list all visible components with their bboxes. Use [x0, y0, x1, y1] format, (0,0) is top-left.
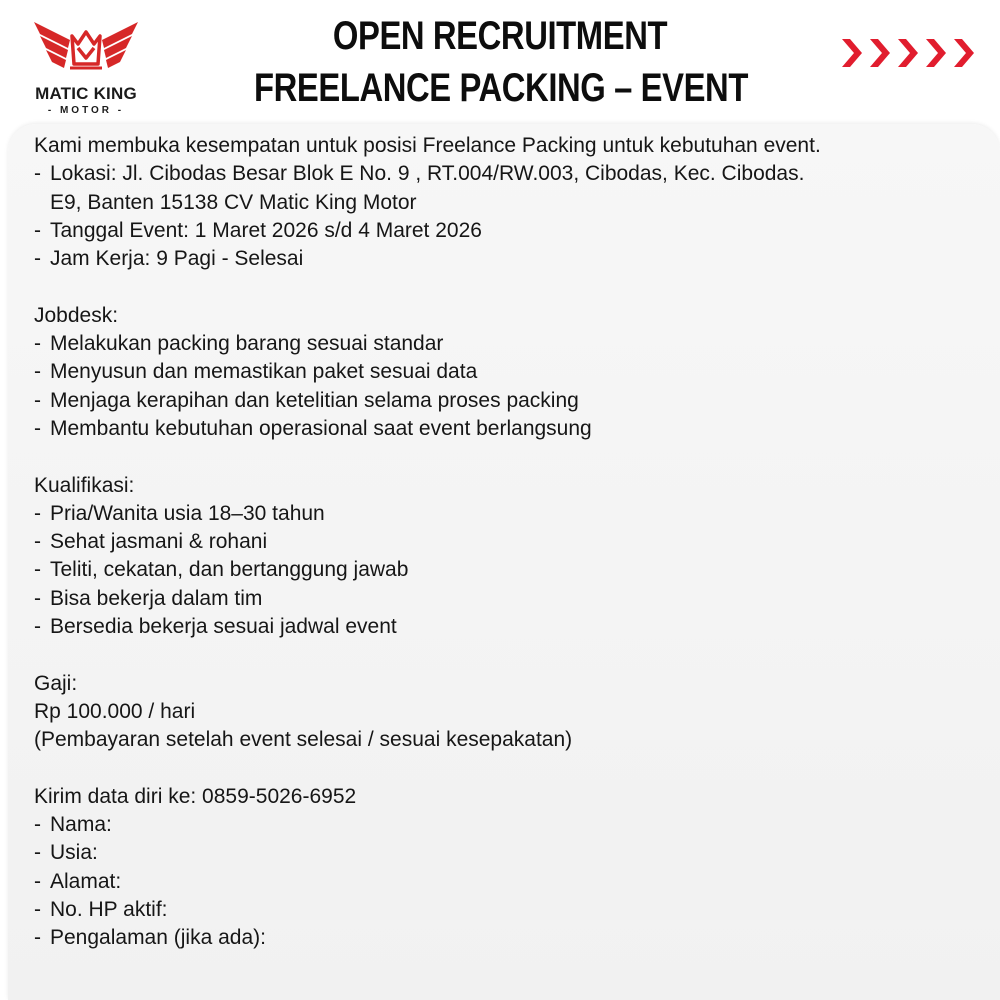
detail-item-tanggal	[34, 217, 964, 245]
kualifikasi-item: - Sehat jasmani & rohani	[34, 528, 964, 556]
jobdesk-item: - Membantu kebutuhan operasional saat event berlangsung	[34, 415, 964, 443]
jobdesk-item: - Menyusun dan memastikan paket sesuai data	[34, 358, 964, 386]
kualifikasi-item: - Teliti, cekatan, dan bertanggung jawab	[34, 556, 964, 584]
gaji-note: (Pembayaran setelah event selesai / sesuai kesepakatan)	[34, 728, 573, 752]
header	[0, 0, 1000, 125]
brand-subtitle: - MOTOR -	[47, 105, 125, 116]
kirim-item: - Pengalaman (jika ada):	[34, 924, 964, 952]
brand-name: MATIC KING	[35, 84, 137, 103]
detail-item-jam	[34, 245, 964, 273]
recruitment-body	[34, 132, 964, 953]
kirim-heading: Kirim data diri ke: 0859-5026-6952	[34, 784, 357, 808]
jobdesk-item: - Melakukan packing barang sesuai standar	[34, 330, 964, 358]
kirim-item: - Alamat:	[34, 868, 964, 896]
detail-jam: - Jam Kerja: 9 Pagi - Selesai	[50, 247, 304, 271]
kirim-item: - Usia:	[34, 839, 964, 867]
gaji-heading: Gaji:	[34, 671, 78, 695]
brand-logo	[24, 18, 148, 118]
detail-item-lokasi	[34, 160, 964, 217]
detail-lokasi-line2: E9, Banten 15138 CV Matic King Motor	[50, 190, 417, 214]
page-title-line-2: FREELANCE PACKING – EVENT	[254, 66, 748, 110]
kirim-item: - No. HP aktif:	[34, 896, 964, 924]
kualifikasi-heading: Kualifikasi:	[34, 473, 135, 497]
jobdesk-item: - Menjaga kerapihan dan ketelitian selama proses packing	[34, 387, 964, 415]
kirim-item: - Nama:	[34, 811, 964, 839]
page-title-line-1: OPEN RECRUITMENT	[332, 14, 668, 58]
gaji-amount: Rp 100.000 / hari	[34, 699, 196, 723]
kualifikasi-item: - Bisa bekerja dalam tim	[34, 585, 964, 613]
jobdesk-heading: Jobdesk:	[34, 303, 119, 327]
winged-crown-logo-icon	[30, 18, 142, 82]
intro-text: Kami membuka kesempatan untuk posisi Freelance Packing untuk kebutuhan event.	[34, 134, 821, 157]
detail-lokasi-line1: - Lokasi: Jl. Cibodas Besar Blok E No. 9 , RT.004/RW.003, Cibodas, Kec. Cibodas.	[50, 162, 805, 186]
detail-tanggal: - Tanggal Event: 1 Maret 2026 s/d 4 Maret 2026	[50, 218, 482, 242]
kualifikasi-item: - Pria/Wanita usia 18–30 tahun	[34, 500, 964, 528]
kualifikasi-item: - Bersedia bekerja sesuai jadwal event	[34, 613, 964, 641]
chevron-right-icon	[840, 36, 980, 70]
